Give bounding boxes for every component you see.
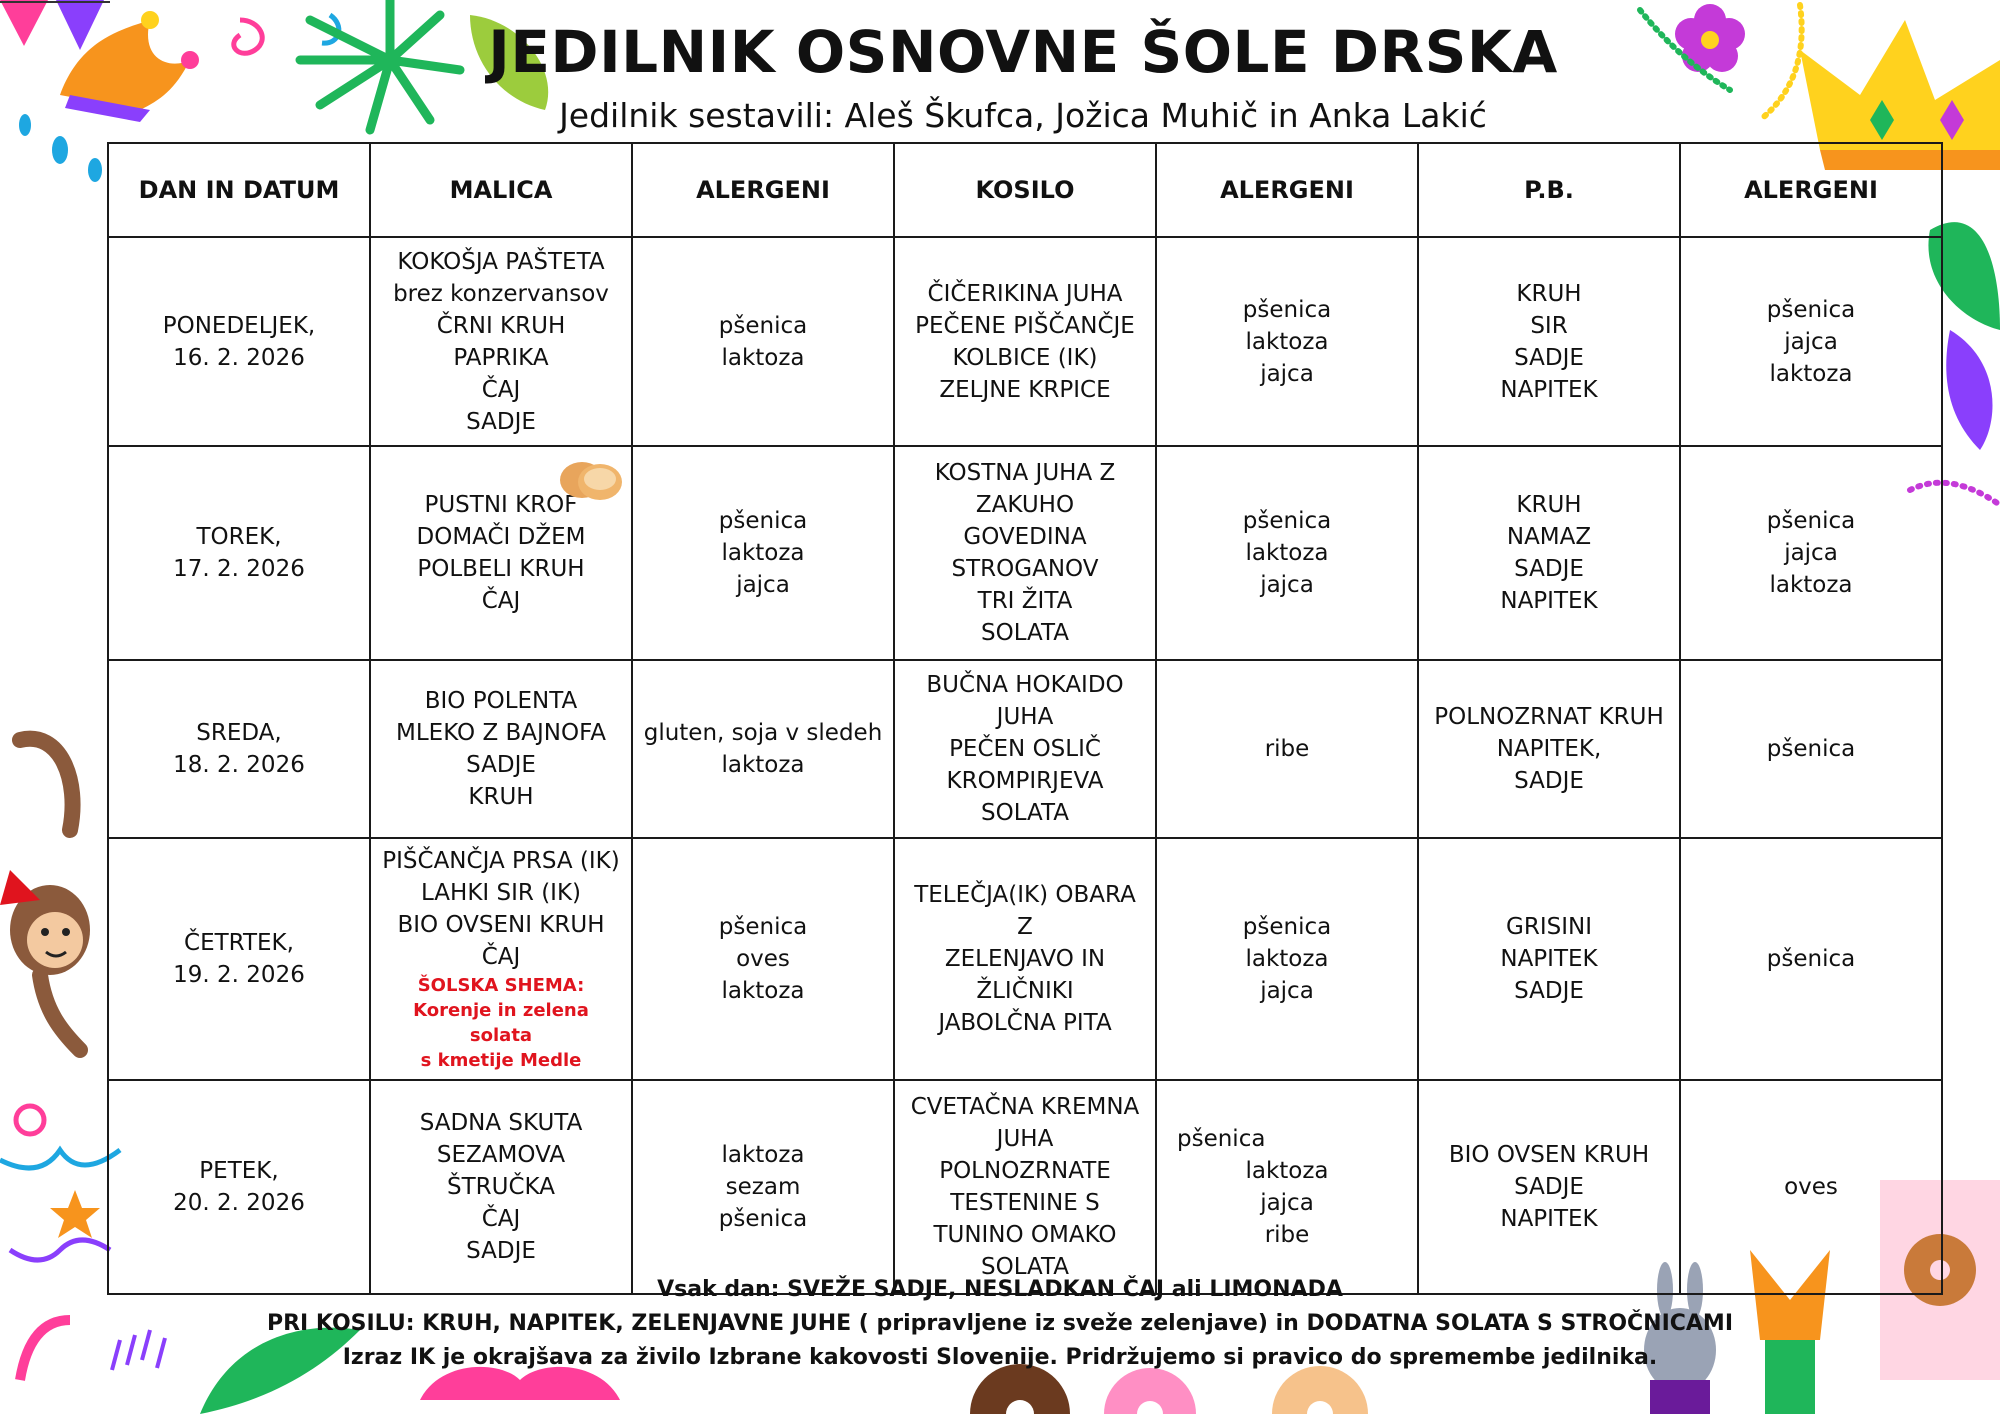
malica-cell: BIO POLENTA MLEKO Z BAJNOFA SADJE KRUH [370, 660, 632, 838]
monkey-icon [0, 739, 90, 1050]
school-scheme-note: ŠOLSKA SHEMA: [417, 975, 585, 996]
column-header: ALERGENI [632, 143, 894, 237]
table-row [108, 446, 1942, 660]
pb-allergens-cell: pšenica [1680, 838, 1942, 1080]
column-header: KOSILO [894, 143, 1156, 237]
column-header: P.B. [1418, 143, 1680, 237]
footer-line: Izraz IK je okrajšava za živilo Izbrane kakovosti Slovenije. Pridržujemo si pravico do spremembe jedilnika. [342, 1345, 1658, 1370]
malica-allergens-cell: pšenica oves laktoza [632, 838, 894, 1080]
page-title: JEDILNIK OSNOVNE ŠOLE DRSKA [488, 18, 1558, 86]
kosilo-allergens-cell: pšenica laktoza jajca [1156, 446, 1418, 660]
pb-cell: POLNOZRNAT KRUH NAPITEK, SADJE [1418, 660, 1680, 838]
column-header: DAN IN DATUM [108, 143, 370, 237]
kosilo-allergens-cell: pšenica laktoza jajca [1156, 237, 1418, 446]
school-scheme-note: s kmetije Medle [420, 1050, 582, 1071]
malica-cell: SADNA SKUTA SEZAMOVA ŠTRUČKA ČAJ SADJE [370, 1080, 632, 1294]
pb-allergens-cell: pšenica [1680, 660, 1942, 838]
malica-allergens-cell: laktoza sezam pšenica [632, 1080, 894, 1294]
malica-cell: PUSTNI KROF DOMAČI DŽEM POLBELI KRUH ČAJ [370, 446, 632, 660]
malica-cell: PIŠČANČJA PRSA (IK) LAHKI SIR (IK) BIO OVSENI KRUH ČAJ ŠOLSKA SHEMA: Korenje in zelena solata s kmetije Medle [370, 838, 632, 1080]
kosilo-cell: TELEČJA(IK) OBARA Z ZELENJAVO IN ŽLIČNIKI JABOLČNA PITA [894, 838, 1156, 1080]
column-header: ALERGENI [1680, 143, 1942, 237]
day-cell: PETEK, 20. 2. 2026 [108, 1080, 370, 1294]
column-header: MALICA [370, 143, 632, 237]
malica-cell: KOKOŠJA PAŠTETA brez konzervansov ČRNI KRUH PAPRIKA ČAJ SADJE [370, 237, 632, 446]
kosilo-cell: BUČNA HOKAIDO JUHA PEČEN OSLIČ KROMPIRJEVA SOLATA [894, 660, 1156, 838]
star-icon [50, 1190, 100, 1238]
table-row [108, 1080, 1942, 1294]
table-header-row [108, 143, 1942, 237]
kosilo-cell: KOSTNA JUHA Z ZAKUHO GOVEDINA STROGANOV TRI ŽITA SOLATA [894, 446, 1156, 660]
pb-allergens-cell: pšenica jajca laktoza [1680, 237, 1942, 446]
day-cell: SREDA, 18. 2. 2026 [108, 660, 370, 838]
footer-line: Vsak dan: SVEŽE SADJE, NESLADKAN ČAJ ali LIMONADA [657, 1277, 1343, 1302]
table-row [108, 660, 1942, 838]
malica-allergens-cell: gluten, soja v sledeh laktoza [632, 660, 894, 838]
kosilo-cell: CVETAČNA KREMNA JUHA POLNOZRNATE TESTENINE S TUNINO OMAKO SOLATA [894, 1080, 1156, 1294]
krof-icon [557, 455, 623, 505]
pb-cell: KRUH SIR SADJE NAPITEK [1418, 237, 1680, 446]
day-cell: ČETRTEK, 19. 2. 2026 [108, 838, 370, 1080]
pb-allergens-cell: pšenica jajca laktoza [1680, 446, 1942, 660]
pb-cell: BIO OVSEN KRUH SADJE NAPITEK [1418, 1080, 1680, 1294]
day-cell: TOREK, 17. 2. 2026 [108, 446, 370, 660]
pb-cell: GRISINI NAPITEK SADJE [1418, 838, 1680, 1080]
school-scheme-note: Korenje in zelena solata [413, 1000, 589, 1046]
pb-cell: KRUH NAMAZ SADJE NAPITEK [1418, 446, 1680, 660]
page-subtitle: Jedilnik sestavili: Aleš Škufca, Jožica Muhič in Anka Lakić [559, 96, 1487, 135]
footer-notes [0, 1273, 2000, 1375]
kosilo-allergens-cell: pšenica laktoza jajca [1156, 838, 1418, 1080]
table-row [108, 237, 1942, 446]
kosilo-allergens-cell: pšenica laktoza jajca ribe [1156, 1080, 1418, 1294]
kosilo-allergens-cell: ribe [1156, 660, 1418, 838]
feather-icon [1946, 330, 1992, 450]
column-header: ALERGENI [1156, 143, 1418, 237]
malica-allergens-cell: pšenica laktoza jajca [632, 446, 894, 660]
table-row [108, 838, 1942, 1080]
menu-table [107, 142, 1943, 1295]
kosilo-cell: ČIČERIKINA JUHA PEČENE PIŠČANČJE KOLBICE (IK) ZELJNE KRPICE [894, 237, 1156, 446]
footer-line: PRI KOSILU: KRUH, NAPITEK, ZELENJAVNE JUHE ( pripravljene iz sveže zelenjave) in DODATNA SOLATA S STROČNICAMI [266, 1311, 1734, 1336]
pb-allergens-cell: oves [1680, 1080, 1942, 1294]
malica-allergens-cell: pšenica laktoza [632, 237, 894, 446]
day-cell: PONEDELJEK, 16. 2. 2026 [108, 237, 370, 446]
decor-left-monkey [0, 720, 110, 1060]
